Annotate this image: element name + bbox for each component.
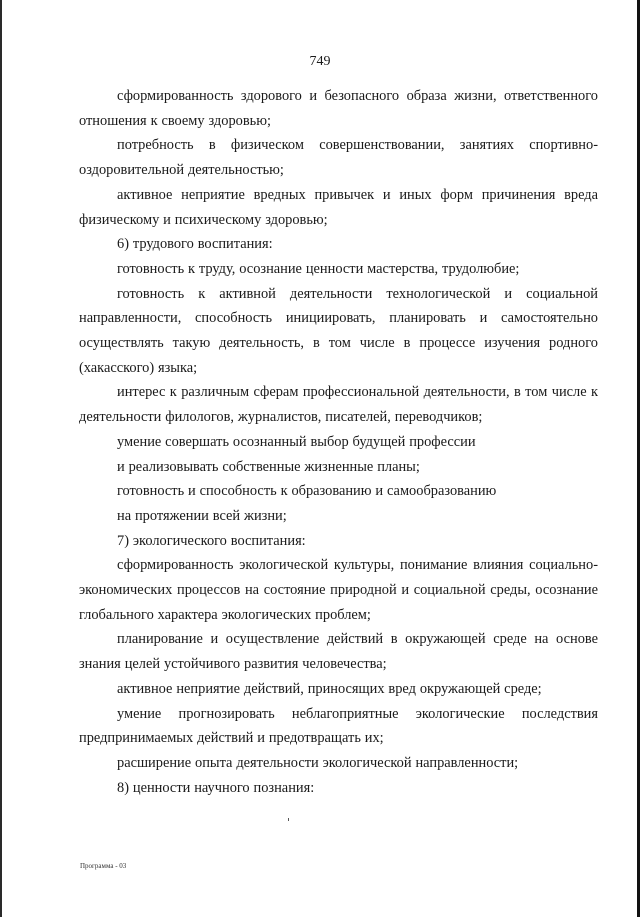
footer-program-label: Программа - 03 [80,862,127,870]
paragraph-harm-rejection: активное неприятие действий, приносящих вред окружающей среде; [117,680,542,697]
document-body [79,84,598,800]
paragraph-readiness-labor: готовность к труду, осознание ценности мастерства, трудолюбие; [117,260,520,277]
paragraph-health-formation: сформированность здорового и безопасного образа жизни, ответственного отношения к своему здоровью; [79,88,598,129]
paragraph-ecological-culture: сформированность экологической культуры, понимание влияния социально-экономических процессов на состояние природной и социальной среды, осознание глобального характера экологических проблем; [79,557,598,623]
paragraph-ecological-experience: расширение опыта деятельности экологической направленности; [117,754,519,771]
paragraph-life-plans: и реализовывать собственные жизненные планы; [117,458,420,475]
paragraph-consequences: умение прогнозировать неблагоприятные экологические последствия предпринимаемых действий и предотвращать их; [79,705,598,747]
paragraph-sustainable-planning: планирование и осуществление действий в окружающей среде на основе знания целей устойчивого развития человечества; [79,631,598,673]
page-number: 749 [309,54,331,69]
scan-speck [288,818,289,821]
paragraph-lifelong: на протяжении всей жизни; [117,507,287,524]
section-heading-ecological: 7) экологического воспитания: [117,532,306,549]
paragraph-career-choice: умение совершать осознанный выбор будущей профессии [117,433,476,450]
section-heading-science: 8) ценности научного познания: [117,779,315,796]
paragraph-professional-interest: интерес к различным сферам профессиональной деятельности, в том числе к деятельности филологов, журналистов, писателей, переводчиков; [79,384,598,426]
paragraph-active-activity: готовность к активной деятельности технологической и социальной направленности, способность инициировать, планировать и самостоятельно осуществлять такую деятельность, в том числе в процессе изучения родного (хакасского) языка; [79,285,598,376]
paragraph-physical-improvement: потребность в физическом совершенствовании, занятиях спортивно-оздоровительной деятельностью; [79,137,598,179]
paragraph-bad-habits: активное неприятие вредных привычек и иных форм причинения вреда физическому и психическому здоровью; [79,186,598,228]
section-heading-labor: 6) трудового воспитания: [117,236,273,253]
scan-edge-left [0,0,2,917]
paragraph-self-education: готовность и способность к образованию и самообразованию [117,483,497,500]
